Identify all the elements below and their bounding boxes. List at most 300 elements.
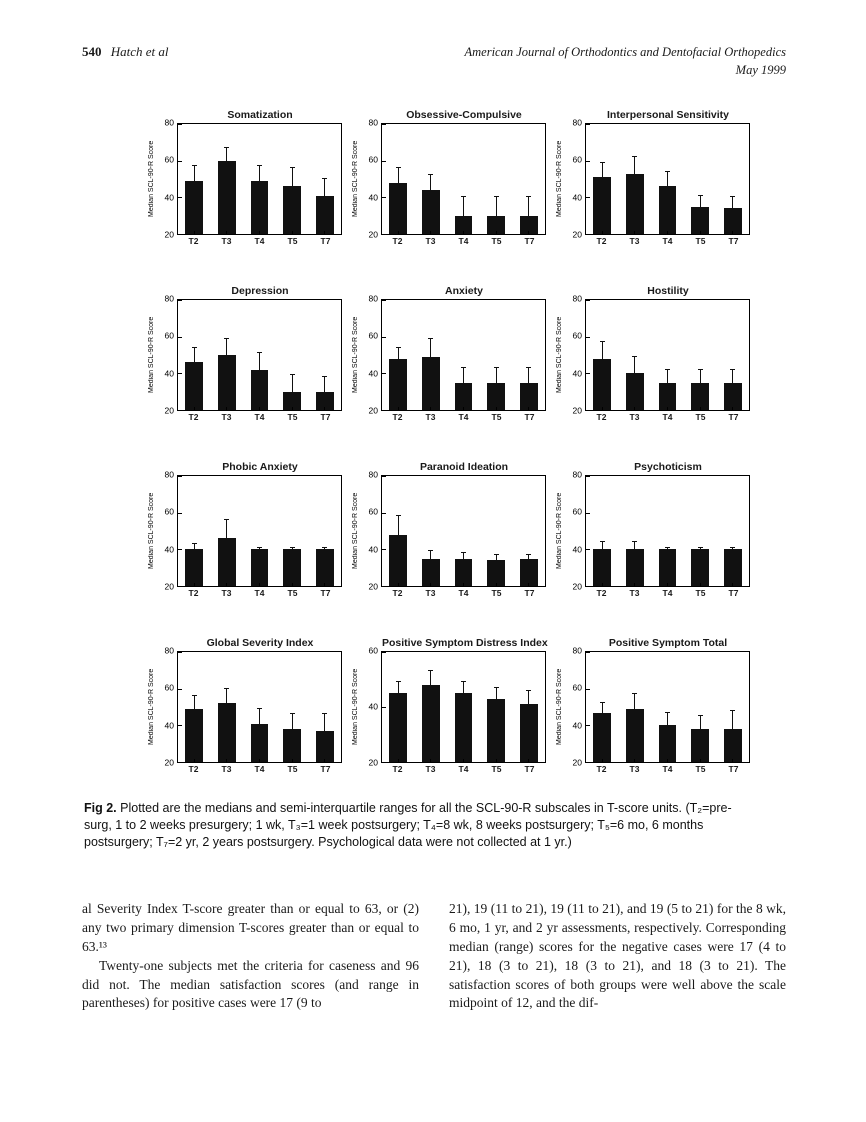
x-tick-mark: [226, 759, 227, 762]
y-tick-mark: [178, 197, 182, 198]
error-bar-cap: [698, 369, 703, 370]
error-bar: [732, 197, 733, 208]
y-tick-mark: [382, 300, 386, 301]
y-axis-label: Median SCL-90-R Score: [352, 140, 359, 218]
x-tick-mark: [463, 407, 464, 410]
chart-title: Interpersonal Sensitivity: [607, 109, 729, 121]
error-bar-cap: [224, 519, 229, 520]
x-tick-mark: [463, 231, 464, 234]
y-tick-mark: [382, 652, 386, 653]
error-bar: [496, 688, 497, 699]
error-bar-cap: [396, 347, 401, 348]
error-bar-cap: [257, 352, 262, 353]
bar-T4: [455, 383, 473, 411]
x-tick-label: T7: [524, 236, 535, 246]
x-tick-label: T4: [662, 412, 673, 422]
x-axis-labels: [177, 763, 342, 776]
plot-box: [177, 475, 342, 587]
y-tick-label: 20: [572, 229, 582, 240]
bar-T3: [218, 161, 236, 234]
error-bar-cap: [290, 374, 295, 375]
y-tick-label: 60: [164, 154, 174, 165]
error-bar-cap: [730, 369, 735, 370]
error-bar-cap: [290, 713, 295, 714]
x-axis-labels: [381, 587, 546, 600]
error-bar: [602, 542, 603, 549]
bar-T2: [593, 549, 611, 586]
bar-T2: [593, 359, 611, 410]
error-bar-cap: [396, 681, 401, 682]
y-tick-label: 60: [572, 682, 582, 693]
x-tick-mark: [496, 407, 497, 410]
error-bar-cap: [494, 554, 499, 555]
error-bar-cap: [665, 547, 670, 548]
y-tick-label: 80: [368, 293, 378, 304]
bar-T7: [316, 731, 334, 762]
error-bar: [226, 520, 227, 538]
y-tick-label: 40: [572, 720, 582, 731]
x-tick-label: T7: [524, 412, 535, 422]
y-tick-mark: [178, 300, 182, 301]
running-head-left: [82, 44, 169, 60]
x-tick-label: T5: [287, 236, 298, 246]
error-bar-cap: [526, 554, 531, 555]
x-tick-mark: [602, 583, 603, 586]
bar-T3: [626, 373, 644, 410]
x-tick-mark: [259, 759, 260, 762]
y-tick-mark: [382, 549, 386, 550]
error-bar-cap: [665, 171, 670, 172]
error-bar: [430, 551, 431, 558]
y-tick-label: 40: [368, 192, 378, 203]
y-tick-label: 20: [164, 229, 174, 240]
y-tick-mark: [178, 549, 182, 550]
x-tick-mark: [732, 407, 733, 410]
plot-box: [177, 651, 342, 763]
error-bar-cap: [730, 710, 735, 711]
y-tick-mark: [178, 124, 182, 125]
x-tick-label: T5: [287, 764, 298, 774]
y-tick-mark: [382, 234, 386, 235]
y-tick-mark: [382, 373, 386, 374]
bar-T3: [422, 559, 440, 587]
error-bar: [259, 548, 260, 550]
chart-body: [554, 469, 750, 592]
error-bar: [292, 548, 293, 550]
x-tick-label: T2: [392, 236, 403, 246]
y-tick-mark: [178, 373, 182, 374]
x-tick-mark: [430, 231, 431, 234]
error-bar-cap: [494, 196, 499, 197]
chart-body: [554, 117, 750, 240]
bar-T7: [724, 549, 742, 586]
x-tick-mark: [324, 407, 325, 410]
error-bar: [226, 339, 227, 356]
x-tick-label: T4: [254, 236, 265, 246]
error-bar: [292, 375, 293, 392]
y-tick-label: 40: [164, 544, 174, 555]
y-tick-mark: [382, 586, 386, 587]
x-tick-mark: [634, 759, 635, 762]
y-tick-label: 40: [164, 192, 174, 203]
y-tick-label: 80: [572, 117, 582, 128]
issue-date: May 1999: [735, 62, 786, 77]
x-tick-mark: [292, 759, 293, 762]
error-bar: [602, 163, 603, 178]
y-tick-label: 60: [368, 330, 378, 341]
x-tick-label: T4: [254, 588, 265, 598]
error-bar-cap: [428, 550, 433, 551]
x-tick-mark: [324, 583, 325, 586]
x-tick-mark: [496, 231, 497, 234]
bar-T3: [626, 709, 644, 762]
chart-panel-phobic-anxiety: [146, 460, 342, 600]
y-axis-ticks: [565, 645, 585, 768]
x-tick-mark: [430, 759, 431, 762]
paragraph: Twenty-one subjects met the criteria for caseness and 96 did not. The median satisfaction scores (and range in parentheses) for positive cases were 17 (9 to: [82, 957, 419, 1011]
y-axis-ticks: [157, 469, 177, 592]
x-tick-label: T3: [425, 412, 436, 422]
y-tick-mark: [178, 410, 182, 411]
x-tick-label: T5: [695, 236, 706, 246]
chart-body: [146, 293, 342, 416]
chart-panel-positive-symptom-distress-index: [350, 636, 546, 776]
y-tick-label: 40: [572, 192, 582, 203]
x-tick-mark: [528, 759, 529, 762]
body-text: [82, 900, 786, 1013]
bar-T7: [316, 549, 334, 586]
y-tick-label: 60: [368, 506, 378, 517]
y-tick-mark: [382, 707, 386, 708]
running-head-right: [465, 44, 787, 79]
y-tick-mark: [586, 161, 590, 162]
error-bar: [732, 711, 733, 729]
y-axis-ticks: [361, 469, 381, 592]
bar-T4: [659, 383, 677, 411]
x-tick-label: T7: [524, 588, 535, 598]
x-tick-label: T7: [320, 588, 331, 598]
plot-box: [585, 123, 750, 235]
chart-body: [146, 117, 342, 240]
chart-body: [350, 293, 546, 416]
y-tick-mark: [382, 197, 386, 198]
x-tick-mark: [528, 231, 529, 234]
chart-title: Phobic Anxiety: [222, 461, 298, 473]
x-tick-mark: [732, 583, 733, 586]
running-authors: Hatch et al: [110, 44, 169, 59]
error-bar-cap: [290, 547, 295, 548]
y-tick-mark: [178, 234, 182, 235]
y-tick-label: 60: [164, 506, 174, 517]
y-axis-label: Median SCL-90-R Score: [556, 668, 563, 746]
plot-box: [585, 299, 750, 411]
chart-title: Positive Symptom Total: [608, 637, 728, 649]
x-tick-label: T3: [221, 588, 232, 598]
x-tick-mark: [226, 583, 227, 586]
y-axis-label: Median SCL-90-R Score: [556, 492, 563, 570]
error-bar-cap: [224, 147, 229, 148]
figure-caption-text: Plotted are the medians and semi-interquartile ranges for all the SCL-90-R subscales in T-score units. (T₂=pre-surg, 1 to 2 weeks presurgery; 1 wk, T₃=1 week postsurgery; T₄=8 wk, 8 weeks postsurgery; T₅=6 mo, 6 months postsurgery; T₇=2 yr, 2 years postsurgery. Psychological data were not collected at 1 yr.): [84, 801, 732, 849]
x-tick-label: T5: [491, 412, 502, 422]
y-tick-label: 80: [164, 293, 174, 304]
bar-T5: [283, 186, 301, 234]
error-bar-cap: [632, 356, 637, 357]
y-tick-label: 20: [572, 757, 582, 768]
x-tick-label: T3: [629, 412, 640, 422]
error-bar: [324, 714, 325, 731]
error-bar: [194, 166, 195, 181]
x-tick-label: T2: [188, 412, 199, 422]
x-tick-label: T4: [458, 588, 469, 598]
error-bar-cap: [730, 547, 735, 548]
x-tick-mark: [398, 407, 399, 410]
x-tick-mark: [667, 583, 668, 586]
error-bar-cap: [192, 165, 197, 166]
x-tick-mark: [292, 583, 293, 586]
x-tick-mark: [634, 231, 635, 234]
chart-panel-somatization: [146, 108, 342, 248]
chart-title: Paranoid Ideation: [419, 461, 509, 473]
error-bar: [324, 179, 325, 196]
y-axis-ticks: [157, 117, 177, 240]
x-tick-mark: [398, 759, 399, 762]
plot-box: [381, 299, 546, 411]
x-tick-mark: [667, 407, 668, 410]
error-bar: [463, 197, 464, 215]
y-axis-label: Median SCL-90-R Score: [148, 316, 155, 394]
error-bar: [667, 713, 668, 726]
bar-T3: [218, 355, 236, 410]
bar-T2: [389, 535, 407, 586]
x-tick-mark: [324, 759, 325, 762]
error-bar: [463, 553, 464, 559]
x-tick-label: T5: [491, 236, 502, 246]
error-bar: [324, 548, 325, 550]
error-bar-cap: [665, 712, 670, 713]
x-tick-mark: [430, 583, 431, 586]
chart-body: [554, 645, 750, 768]
x-axis-labels: [585, 587, 750, 600]
bar-T4: [659, 186, 677, 234]
error-bar-cap: [257, 165, 262, 166]
x-tick-label: T3: [221, 764, 232, 774]
chart-title: Psychoticism: [634, 461, 702, 473]
x-tick-mark: [398, 583, 399, 586]
y-tick-mark: [178, 513, 182, 514]
x-tick-mark: [732, 759, 733, 762]
x-tick-mark: [430, 407, 431, 410]
y-tick-label: 80: [164, 645, 174, 656]
x-tick-mark: [496, 583, 497, 586]
y-tick-label: 80: [368, 469, 378, 480]
x-tick-label: T7: [728, 412, 739, 422]
error-bar: [528, 368, 529, 383]
x-tick-label: T2: [188, 764, 199, 774]
y-axis-ticks: [565, 117, 585, 240]
bar-T2: [185, 362, 203, 410]
error-bar: [463, 682, 464, 693]
bar-T4: [455, 559, 473, 587]
y-tick-mark: [586, 124, 590, 125]
y-tick-label: 20: [164, 757, 174, 768]
error-bar-cap: [428, 670, 433, 671]
x-axis-labels: [177, 587, 342, 600]
x-tick-mark: [226, 231, 227, 234]
x-tick-mark: [602, 759, 603, 762]
bar-T7: [316, 196, 334, 235]
error-bar: [634, 157, 635, 174]
error-bar-cap: [428, 174, 433, 175]
error-bar: [634, 542, 635, 549]
x-tick-mark: [602, 407, 603, 410]
error-bar: [528, 555, 529, 559]
figure-caption: [84, 800, 746, 851]
error-bar-cap: [322, 178, 327, 179]
x-tick-label: T2: [596, 764, 607, 774]
y-tick-mark: [178, 161, 182, 162]
error-bar-cap: [526, 367, 531, 368]
error-bar-cap: [600, 341, 605, 342]
y-axis-label: Median SCL-90-R Score: [352, 668, 359, 746]
y-axis-ticks: [565, 293, 585, 416]
error-bar-cap: [461, 367, 466, 368]
plot-box: [585, 651, 750, 763]
error-bar-cap: [600, 162, 605, 163]
plot-box: [177, 299, 342, 411]
y-tick-mark: [586, 373, 590, 374]
bar-T2: [389, 693, 407, 762]
bar-T4: [251, 181, 269, 234]
x-tick-label: T2: [392, 588, 403, 598]
chart-panel-global-severity-index: [146, 636, 342, 776]
error-bar: [602, 342, 603, 359]
y-tick-mark: [586, 725, 590, 726]
x-tick-label: T4: [254, 412, 265, 422]
x-axis-labels: [177, 411, 342, 424]
bar-T3: [218, 703, 236, 762]
bar-T4: [251, 724, 269, 763]
plot-box: [381, 123, 546, 235]
x-tick-label: T4: [662, 236, 673, 246]
x-tick-mark: [463, 583, 464, 586]
bar-T5: [691, 549, 709, 586]
bar-T3: [422, 685, 440, 762]
chart-panel-anxiety: [350, 284, 546, 424]
x-tick-mark: [398, 231, 399, 234]
y-axis-ticks: [565, 469, 585, 592]
x-tick-mark: [292, 407, 293, 410]
chart-title: Obsessive-Compulsive: [406, 109, 522, 121]
error-bar-cap: [526, 690, 531, 691]
chart-body: [146, 469, 342, 592]
error-bar-cap: [632, 156, 637, 157]
plot-box: [177, 123, 342, 235]
y-axis-ticks: [361, 117, 381, 240]
x-tick-label: T4: [662, 588, 673, 598]
paragraph: al Severity Index T-score greater than or equal to 63, or (2) any two primary dimension T-scores greater than or equal to 63.¹³: [82, 901, 419, 954]
x-tick-label: T4: [458, 236, 469, 246]
error-bar: [398, 516, 399, 534]
y-axis-ticks: [157, 645, 177, 768]
chart-title: Anxiety: [445, 285, 483, 297]
error-bar-cap: [730, 196, 735, 197]
error-bar: [226, 689, 227, 704]
y-tick-mark: [382, 513, 386, 514]
y-tick-label: 80: [572, 469, 582, 480]
chart-body: [146, 645, 342, 768]
y-tick-label: 80: [164, 469, 174, 480]
x-tick-mark: [602, 231, 603, 234]
y-tick-mark: [586, 689, 590, 690]
x-tick-label: T2: [596, 588, 607, 598]
x-tick-mark: [700, 231, 701, 234]
y-tick-mark: [178, 586, 182, 587]
y-tick-mark: [178, 337, 182, 338]
x-tick-mark: [194, 759, 195, 762]
y-tick-mark: [178, 689, 182, 690]
y-tick-label: 20: [164, 405, 174, 416]
error-bar: [259, 166, 260, 181]
chart-title: Positive Symptom Distress Index: [382, 637, 548, 649]
y-tick-label: 40: [572, 368, 582, 379]
y-tick-mark: [586, 549, 590, 550]
x-tick-label: T7: [320, 412, 331, 422]
x-tick-mark: [634, 407, 635, 410]
y-axis-label: Median SCL-90-R Score: [148, 492, 155, 570]
error-bar-cap: [428, 338, 433, 339]
left-column: [82, 900, 419, 1013]
y-tick-label: 80: [572, 293, 582, 304]
x-tick-label: T3: [425, 588, 436, 598]
bar-T3: [422, 357, 440, 410]
error-bar: [528, 197, 529, 215]
x-tick-mark: [194, 231, 195, 234]
bar-T4: [659, 549, 677, 586]
error-bar-cap: [192, 543, 197, 544]
error-bar: [292, 168, 293, 186]
y-tick-mark: [586, 652, 590, 653]
y-tick-mark: [586, 234, 590, 235]
bar-T2: [389, 183, 407, 234]
error-bar: [732, 370, 733, 383]
y-tick-mark: [586, 762, 590, 763]
error-bar-cap: [461, 196, 466, 197]
x-tick-label: T2: [392, 412, 403, 422]
chart-panel-obsessive-compulsive: [350, 108, 546, 248]
y-axis-label: Median SCL-90-R Score: [556, 316, 563, 394]
error-bar-cap: [698, 715, 703, 716]
bar-T5: [691, 383, 709, 411]
y-tick-label: 20: [368, 581, 378, 592]
x-tick-mark: [194, 407, 195, 410]
x-axis-labels: [585, 411, 750, 424]
error-bar-cap: [665, 369, 670, 370]
x-tick-mark: [496, 759, 497, 762]
error-bar: [259, 709, 260, 724]
y-axis-ticks: [361, 293, 381, 416]
x-tick-label: T5: [491, 764, 502, 774]
error-bar-cap: [290, 167, 295, 168]
bar-T2: [389, 359, 407, 410]
error-bar-cap: [224, 338, 229, 339]
y-tick-mark: [586, 197, 590, 198]
error-bar: [496, 197, 497, 215]
error-bar: [398, 682, 399, 693]
chart-panel-positive-symptom-total: [554, 636, 750, 776]
error-bar: [194, 544, 195, 550]
x-tick-mark: [732, 231, 733, 234]
x-tick-mark: [700, 759, 701, 762]
